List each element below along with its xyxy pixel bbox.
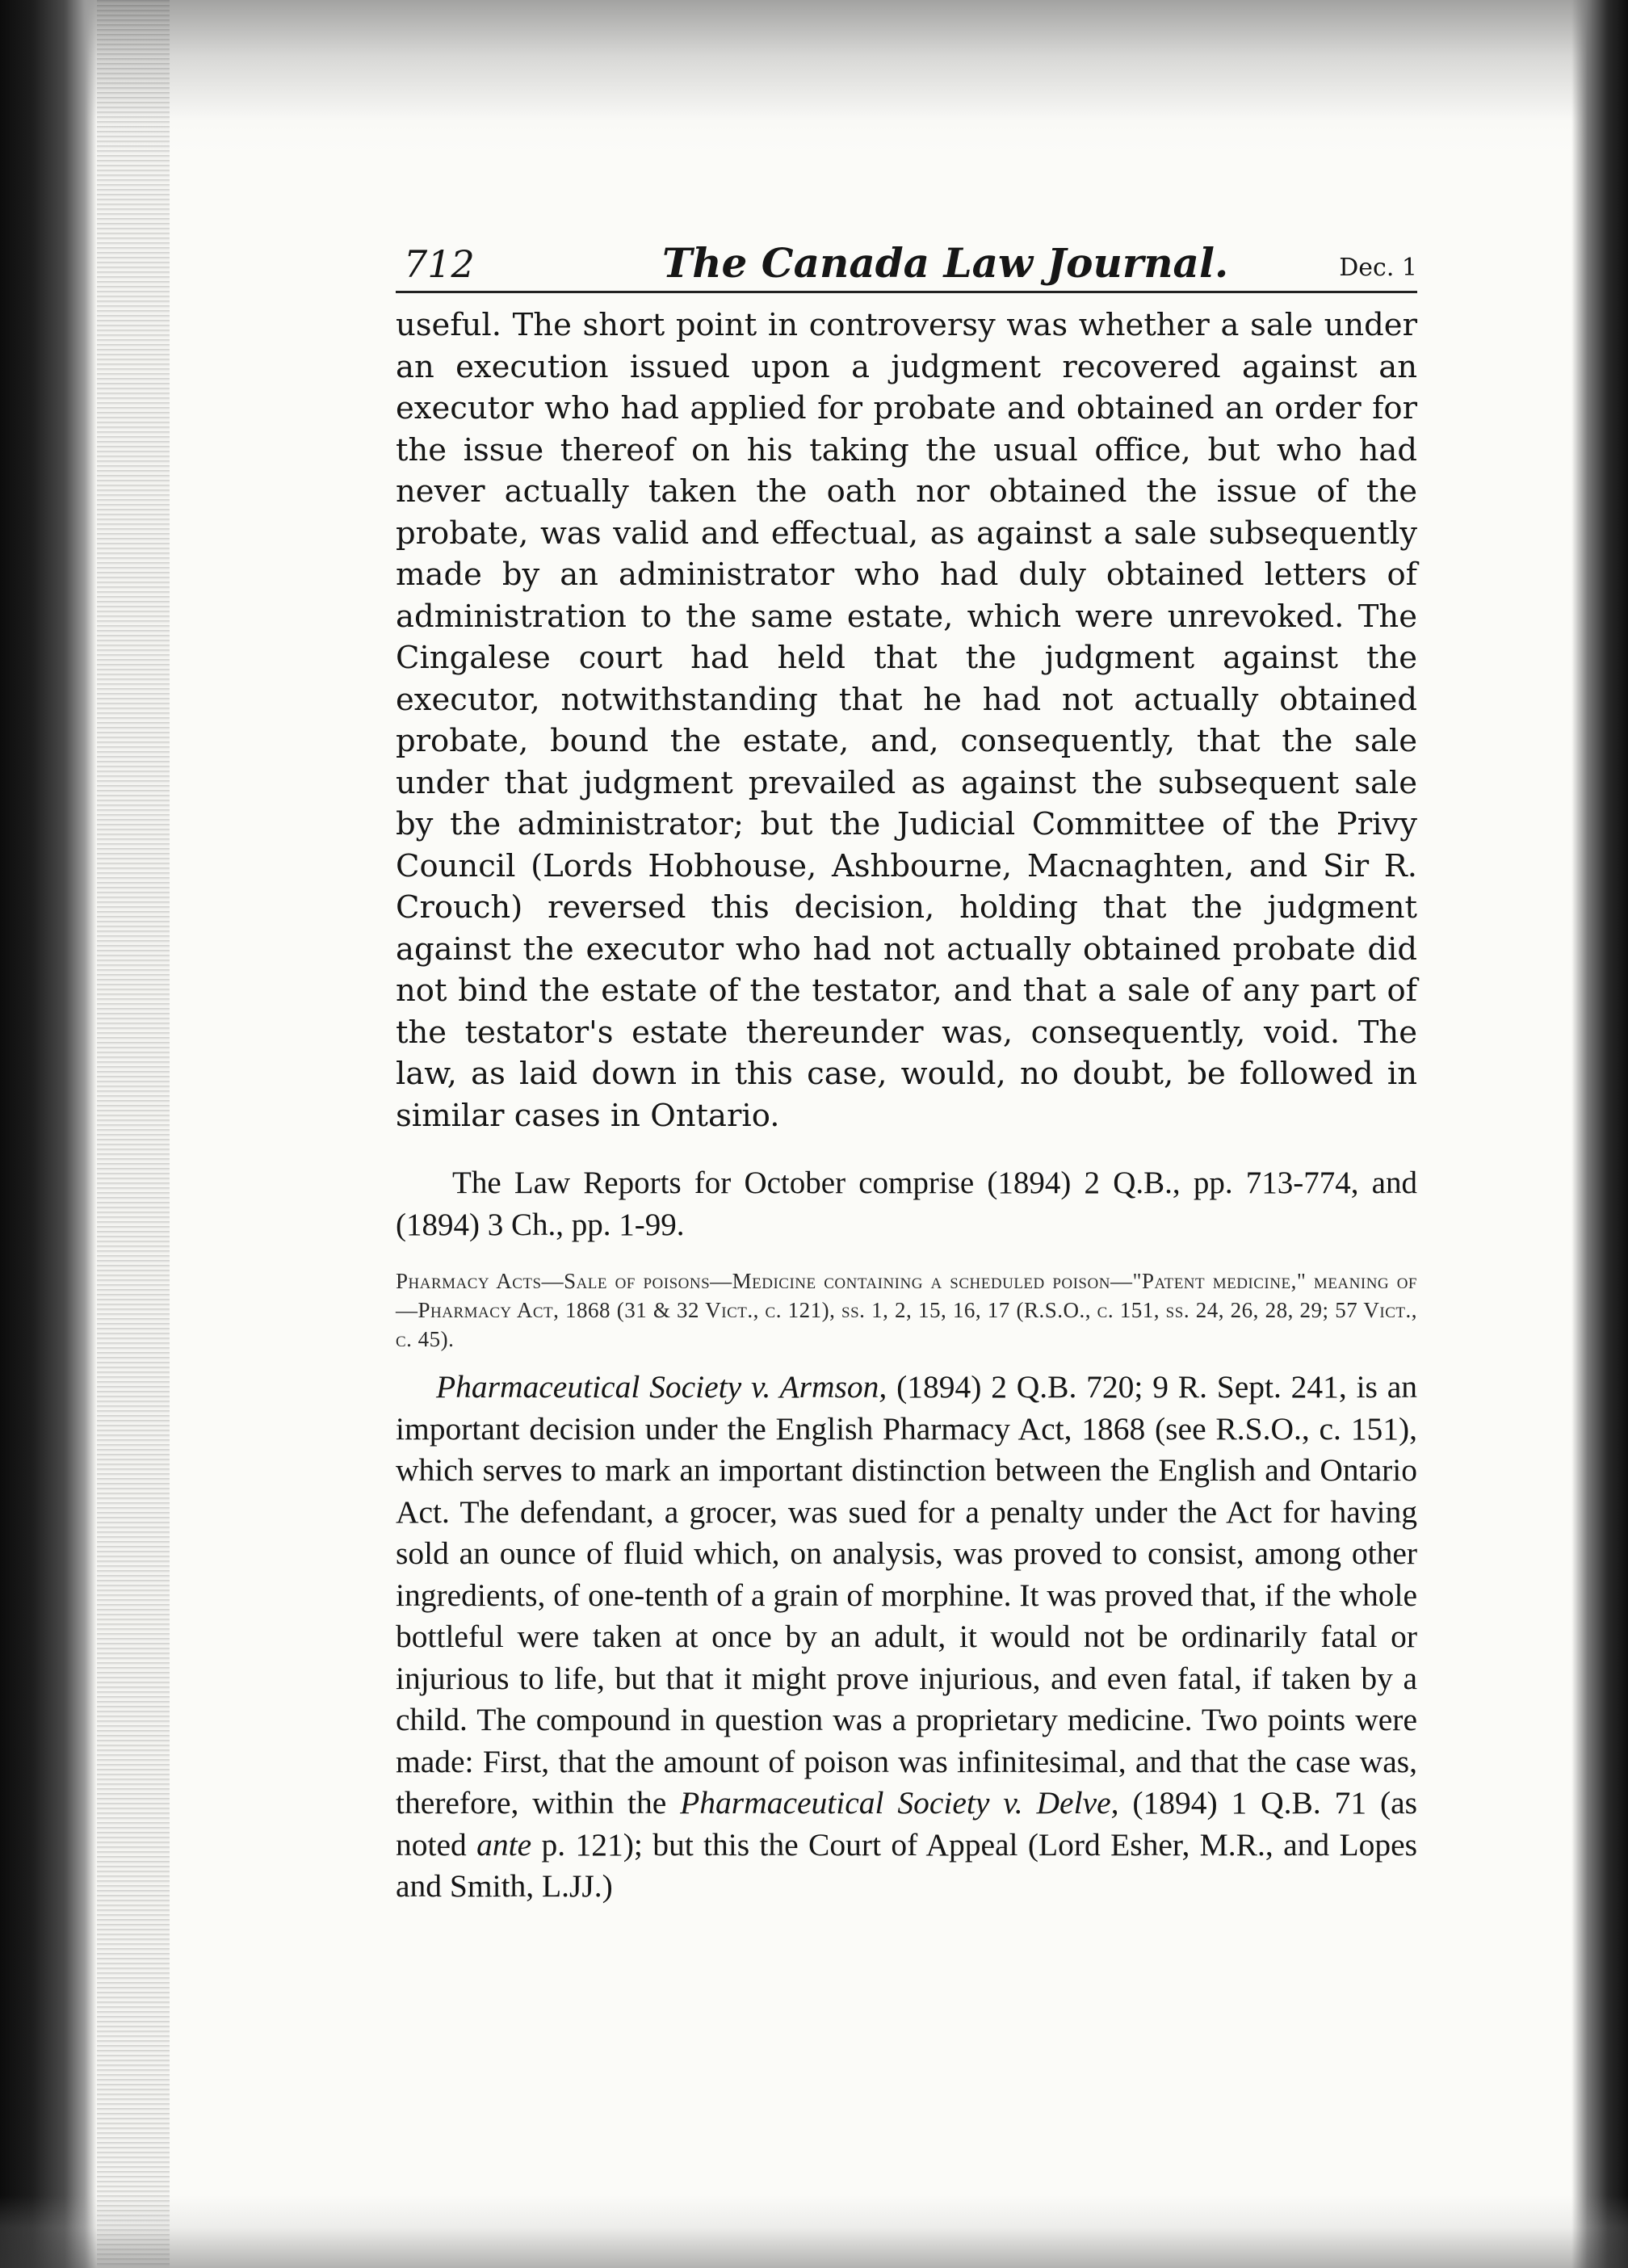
running-head bbox=[396, 239, 1417, 293]
paragraph-1: useful. The short point in controversy was whether a sale under an execution issued upon a judgment recovered against an executor who had applied for probate and obtained an order for the issue thereof on his taking the usual office, but who had never actually taken the oath nor obtained the issue of the probate, was valid and effectual, as against a sale subsequently made by an administrator who had duly obtained letters of administration to the same estate, which were unrevoked. The Cingalese court had held that the judgment against the executor, notwithstanding that he had not actually obtained probate, bound the estate, and, consequently, that the sale under that judgment prevailed as against the subsequent sale by the administrator; but the Judicial Committee of the Privy Council (Lords Hobhouse, Ashbourne, Macnaghten, and Sir R. Crouch) reversed this decision, holding that the judgment against the executor who had not actually obtained probate did not bind the estate of the testator, and that a sale of any part of the testator's estate thereunder was, consequently, void. The law, as laid down in this case, would, no doubt, be followed in similar cases in Ontario. bbox=[396, 307, 1417, 1134]
journal-title: The Canada Law Journal. bbox=[662, 239, 1229, 287]
case-name: Pharmaceutical Society v. Armson, bbox=[436, 1369, 887, 1405]
scan-shadow-top bbox=[0, 0, 1628, 153]
page-number: 712 bbox=[404, 242, 475, 286]
ante-word: ante bbox=[476, 1826, 532, 1863]
paragraph-2: The Law Reports for October comprise (1894) 2 Q.B., pp. 713-774, and (1894) 3 Ch., pp. 1-99. bbox=[396, 1166, 1417, 1242]
scan-shadow-right bbox=[1571, 0, 1628, 2268]
paragraph-3-part-2: (1894) 1 Q.B. 71 (as noted bbox=[396, 1785, 1418, 1863]
paragraph-3 bbox=[396, 1367, 1417, 1908]
scan-shadow-bottom bbox=[0, 2195, 1628, 2268]
case-name-2: Pharmaceutical Society v. Delve, bbox=[680, 1785, 1119, 1821]
section-caption bbox=[396, 1266, 1417, 1354]
paragraph-3-part-3: p. 121); but this the Court of Appeal (Lord Esher, M.R., and Lopes and Smith, L.JJ.) bbox=[396, 1826, 1418, 1904]
paragraph-3-part-1: (1894) 2 Q.B. 720; 9 R. Sept. 241, is an important decision under the English Pharmacy Act, 1868 (see R.S.O., c. 151), which serves to mark an important distinction between the English and Ontario Act. The defendant, a grocer, was sued for a penalty under the Act for having sold an ounce of fluid which, on analysis, was proved to consist, among other ingredients, of one-tenth of a grain of morphine. It was proved that, if the whole bottleful were taken at once by an adult, it would not be ordinarily fatal or injurious to life, but that it might prove injurious, and even fatal, if taken by a child. The compound in question was a proprietary medicine. Two points were made: First, that the amount of poison was infinitesimal, and that the case was, therefore, within the bbox=[396, 1369, 1418, 1821]
scan-noise-left bbox=[97, 0, 170, 2268]
body-text bbox=[396, 304, 1417, 1908]
issue-date: Dec. 1 bbox=[1339, 254, 1417, 282]
page-content bbox=[396, 239, 1418, 1908]
scan-shadow-left bbox=[0, 0, 97, 2268]
caption-text: Pharmacy Acts—Sale of poisons—Medicine containing a scheduled poison—"Patent medicine," meaning of—Pharmacy Act, 1868 (31 & 32 Vict., c. 121), ss. 1, 2, 15, 16, 17 (R.S.O., c. 151, ss. 24, 26, 28, 29; 57 Vict., c. 45). bbox=[396, 1269, 1417, 1351]
